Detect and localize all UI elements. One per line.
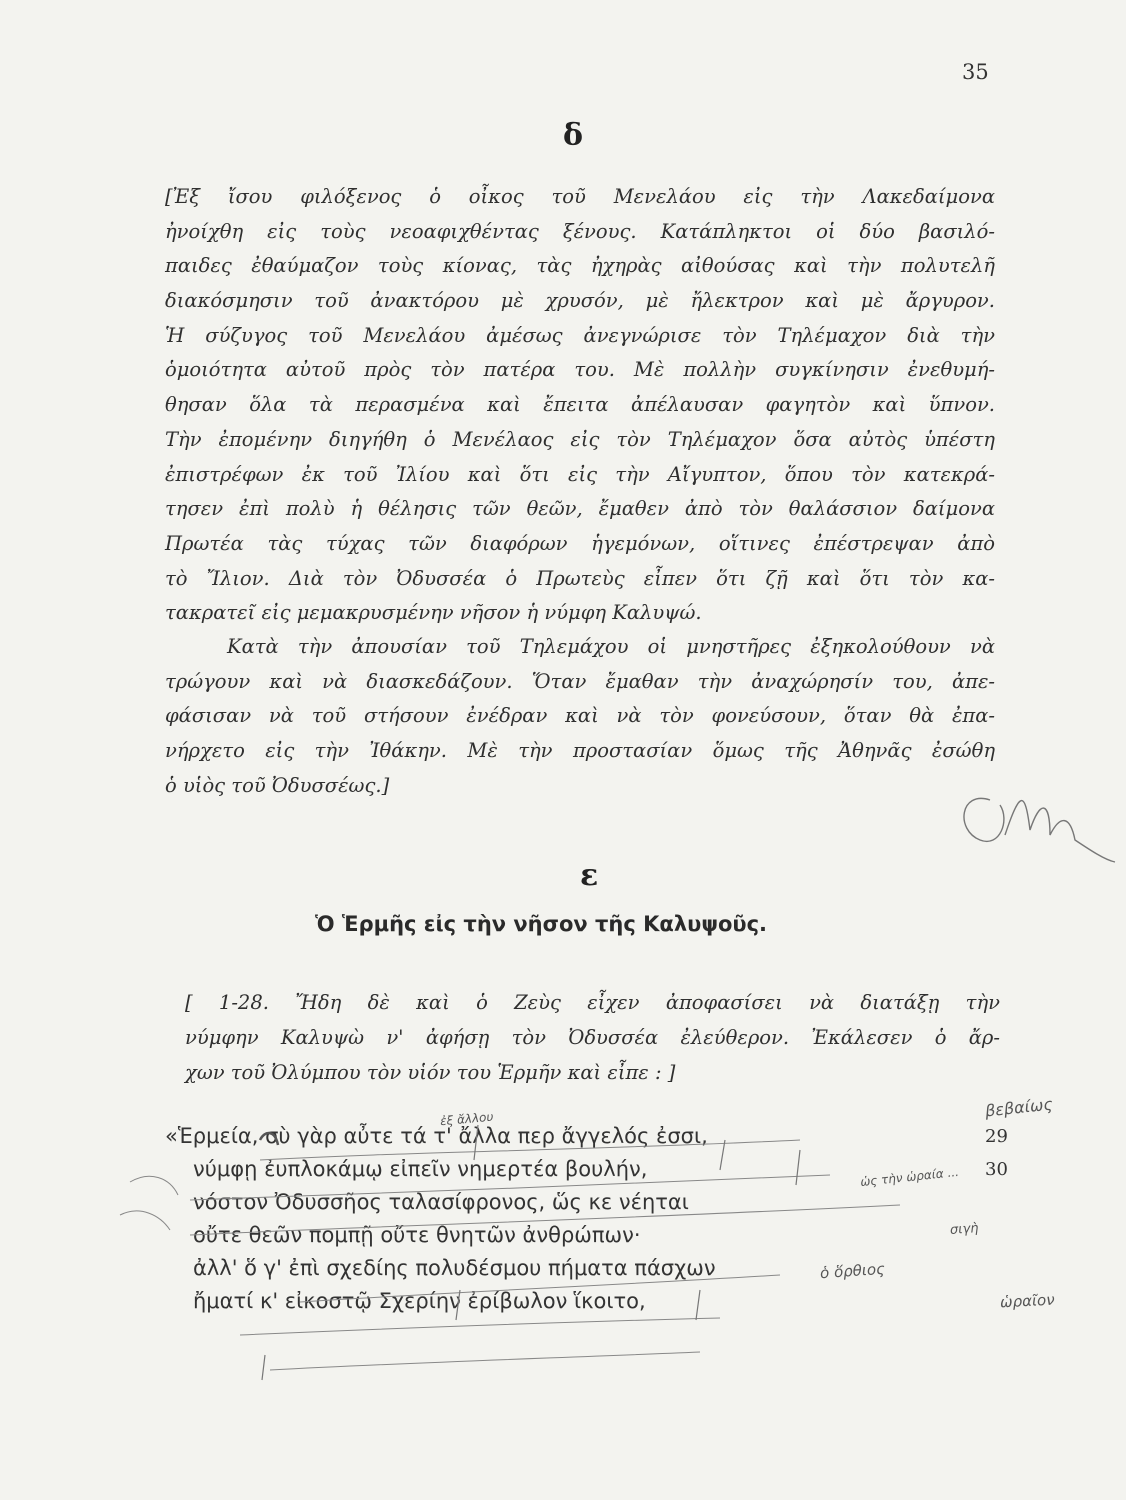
text-line: διακόσμησιν τοῦ ἀνακτόρου μὲ χρυσόν, μὲ ἤλεκτρον καὶ μὲ ἄργυρον. — [165, 289, 995, 313]
text-line: τρώγουν καὶ νὰ διασκεδάζουν. Ὅταν ἔμαθαν τὴν ἀναχώρησίν του, ἀπε- — [165, 669, 995, 693]
verse-text: νόστον Ὀδυσσῆος ταλασίφρονος, ὥς κε νέηται — [193, 1190, 689, 1214]
text-line: τὸ Ἴλιον. Διὰ τὸν Ὀδυσσέα ὁ Πρωτεὺς εἶπεν ὅτι ζῇ καὶ ὅτι τὸν κα- — [165, 566, 995, 590]
text-line: νύμφην Καλυψὼ ν' ἀφήσῃ τὸν Ὀδυσσέα ἐλεύθερον. Ἐκάλεσεν ὁ ἄρ- — [185, 1026, 1000, 1049]
handwritten-note: ὡραῖον — [999, 1290, 1056, 1312]
text-line: Ἡ σύζυγος τοῦ Μενελάου ἀμέσως ἀνεγνώρισε τὸν Τηλέμαχον διὰ τὴν — [165, 323, 995, 347]
section-heading-epsilon: ε — [580, 858, 599, 893]
text-line: [ 1-28. Ἤδη δὲ καὶ ὁ Ζεὺς εἶχεν ἀποφασίσει νὰ διατάξῃ τὴν — [185, 991, 1000, 1014]
pencil-underline — [270, 1352, 700, 1370]
verse-text: «Ἑρμεία, σὺ γὰρ αὖτε τά τ' ἄλλα περ ἄγγελός ἐσσι, — [165, 1124, 708, 1148]
verse-line — [193, 1186, 1013, 1219]
pencil-underline — [240, 1318, 720, 1335]
text-line: νήρχετο εἰς τὴν Ἰθάκην. Μὲ τὴν προστασίαν ὅμως τῆς Ἀθηνᾶς ἐσώθη — [165, 739, 995, 763]
text-line: Πρωτέα τὰς τύχας τῶν διαφόρων ἡγεμόνων, οἵτινες ἐπέστρεψαν ἀπὸ — [165, 531, 995, 555]
text-line: Τὴν ἐπομένην διηγήθη ὁ Μενέλαος εἰς τὸν Τηλέμαχον ὅσα αὐτὸς ὑπέστη — [165, 427, 995, 451]
text-line: ἐπιστρέφων ἐκ τοῦ Ἰλίου καὶ ὅτι εἰς τὴν Αἴγυπτον, ὅπου τὸν κατεκρά- — [165, 462, 995, 486]
text-line: χων τοῦ Ὀλύμπου τὸν υἱόν του Ἑρμῆν καὶ εἶπε : ] — [185, 1061, 676, 1084]
text-line: τησεν ἐπὶ πολὺ ἡ θέλησις τῶν θεῶν, ἔμαθεν ἀπὸ τὸν θαλάσσιον δαίμονα — [165, 497, 995, 521]
page-number: 35 — [962, 60, 989, 84]
text-line: παιδες ἐθαύμαζον τοὺς κίονας, τὰς ἠχηρὰς αἰθούσας καὶ τὴν πολυτελῆ — [165, 254, 995, 278]
handwritten-note: σιγὴ — [949, 1221, 980, 1238]
text-line: φάσισαν νὰ τοῦ στήσουν ἐνέδραν καὶ νὰ τὸν φονεύσουν, ὅταν θὰ ἐπα- — [165, 704, 995, 728]
homeric-verses — [165, 1120, 1008, 1318]
text-line: ὁ υἱὸς τοῦ Ὀδυσσέως.] — [165, 773, 390, 797]
handwritten-note: ὡς τὴν ὡραία ... — [859, 1164, 960, 1190]
handwritten-note: βεβαίως — [984, 1094, 1054, 1121]
verse-text: οὔτε θεῶν πομπῇ οὔτε θνητῶν ἀνθρώπων· — [193, 1223, 641, 1247]
paragraph-delta-suitors — [165, 630, 995, 803]
text-line: ὁμοιότητα αὐτοῦ πρὸς τὸν πατέρα του. Μὲ πολλὴν συγκίνησιν ἐνεθυμή- — [165, 358, 995, 382]
text-line: θησαν ὅλα τὰ περασμένα καὶ ἔπειτα ἀπέλαυσαν φαγητὸν καὶ ὕπνον. — [165, 393, 995, 417]
verse-line — [193, 1219, 1013, 1252]
text-line: τακρατεῖ εἰς μεμακρυσμένην νῆσον ἡ νύμφη Καλυψώ. — [165, 601, 702, 625]
handwritten-note: ὁ ὅρθιος — [819, 1259, 886, 1283]
verse-line — [193, 1252, 1013, 1285]
signature-scribble — [964, 798, 1115, 862]
paragraph-epsilon-summary — [185, 985, 1000, 1090]
handwritten-note: ἐξ ἄλλου — [439, 1109, 494, 1129]
section-heading-delta: δ — [563, 118, 584, 153]
verse-text: νύμφῃ ἐυπλοκάμῳ εἰπεῖν νημερτέα βουλήν, — [193, 1157, 648, 1181]
verse-line — [165, 1120, 1008, 1153]
paragraph-delta-summary — [165, 180, 995, 631]
text-line: ἠνοίχθη εἰς τοὺς νεοαφιχθέντας ξένους. Κατάπληκτοι οἱ δύο βασιλό- — [165, 219, 995, 243]
verse-number: 29 — [985, 1126, 1008, 1147]
verse-text: ἀλλ' ὅ γ' ἐπὶ σχεδίης πολυδέσμου πήματα πάσχων — [193, 1256, 716, 1280]
text-line: [Ἐξ ἴσου φιλόξενος ὁ οἶκος τοῦ Μενελάου εἰς τὴν Λακεδαίμονα — [165, 185, 995, 208]
verse-text: ἤματί κ' εἰκοστῷ Σχερίην ἐρίβωλον ἵκοιτο, — [193, 1289, 646, 1313]
section-title: Ὁ Ἑρμῆς εἰς τὴν νῆσον τῆς Καλυψοῦς. — [315, 912, 768, 936]
verse-line — [193, 1285, 1013, 1318]
verse-number: 30 — [985, 1159, 1008, 1180]
text-line: Κατὰ τὴν ἀπουσίαν τοῦ Τηλεμάχου οἱ μνηστῆρες ἐξηκολούθουν νὰ — [227, 635, 995, 658]
